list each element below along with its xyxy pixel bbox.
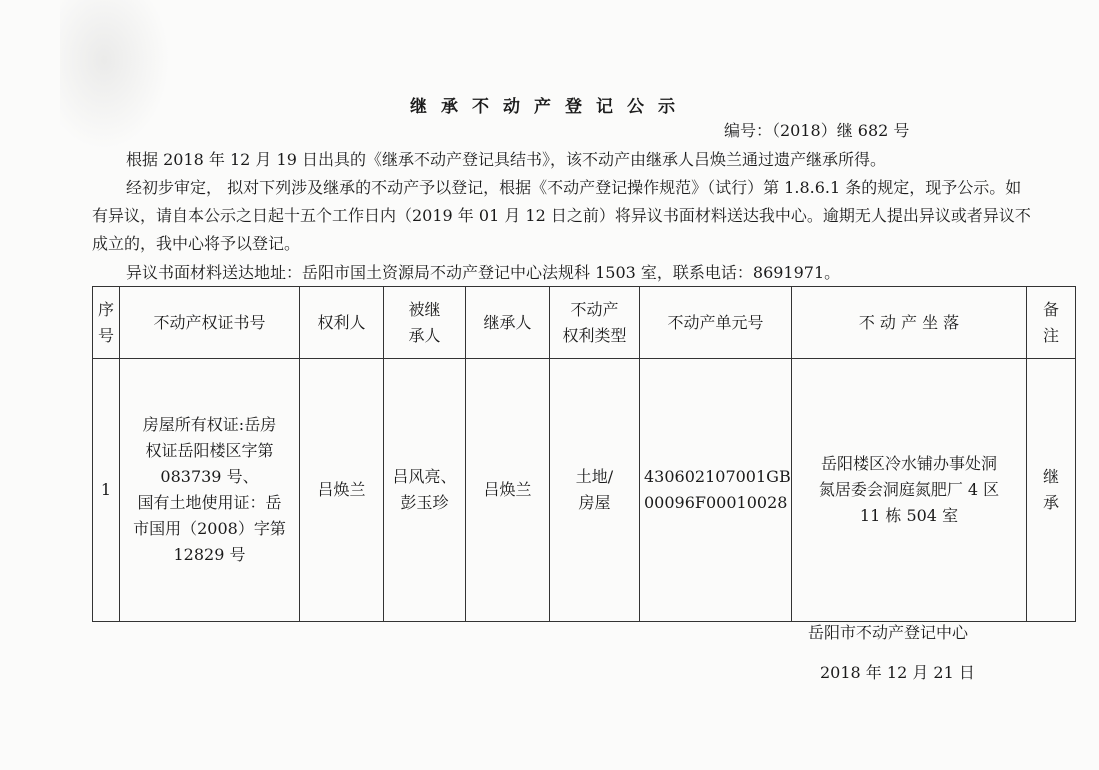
intro-paragraph: 根据 2018 年 12 月 19 日出具的《继承不动产登记具结书》，该不动产由继承人吕焕兰通过遗产继承所得。 [126, 150, 886, 169]
header-seq: 序 号 [93, 287, 120, 359]
header-owner: 权利人 [300, 287, 384, 359]
header-location: 不 动 产 坐 落 [792, 287, 1027, 359]
cell-remark: 继 承 [1027, 359, 1076, 622]
header-unit-no: 不动产单元号 [640, 287, 792, 359]
objection-address: 异议书面材料送达地址：岳阳市国土资源局不动产登记中心法规科 1503 室，联系电话：8691971。 [126, 263, 841, 282]
scan-artifact [60, 0, 170, 150]
issuing-organization: 岳阳市不动产登记中心 [808, 623, 969, 642]
cell-heir: 吕焕兰 [466, 359, 550, 622]
header-heir-of: 被继 承人 [384, 287, 466, 359]
page-title: 继承不动产登记公示 [410, 97, 689, 117]
cell-owner: 吕焕兰 [300, 359, 384, 622]
review-paragraph: 经初步审定， 拟对下列涉及继承的不动产予以登记，根据《不动产登记操作规范》（试行）第 1.8.6.1 条的规定，现予公示。如有异议，请自本公示之日起十五个工作日内（2019 年 01 月 12 日之前）将异议书面材料送达我中心。逾期无人提出异议或者异议不成立的，我中心将予以登记。 [92, 178, 1031, 253]
header-heir: 继承人 [466, 287, 550, 359]
cell-right-type: 土地/ 房屋 [550, 359, 640, 622]
header-right-type: 不动产 权利类型 [550, 287, 640, 359]
header-remark: 备 注 [1027, 287, 1076, 359]
cell-cert-no: 房屋所有权证:岳房 权证岳阳楼区字第 083739 号、 国有土地使用证：岳 市国用（2008）字第 12829 号 [120, 359, 300, 622]
cell-heir-of: 吕风亮、 彭玉珍 [384, 359, 466, 622]
issue-date: 2018 年 12 月 21 日 [820, 663, 975, 682]
cell-unit-no: 430602107001GB 00096F00010028 [640, 359, 792, 622]
header-cert-no: 不动产权证书号 [120, 287, 300, 359]
table-header-row [93, 287, 1076, 359]
cell-seq: 1 [93, 359, 120, 622]
registration-table [92, 286, 1076, 622]
table-row [93, 359, 1076, 622]
document-number: 编号：（2018）继 682 号 [724, 121, 910, 140]
cell-location: 岳阳楼区冷水铺办事处洞 氮居委会洞庭氮肥厂 4 区 11 栋 504 室 [792, 359, 1027, 622]
